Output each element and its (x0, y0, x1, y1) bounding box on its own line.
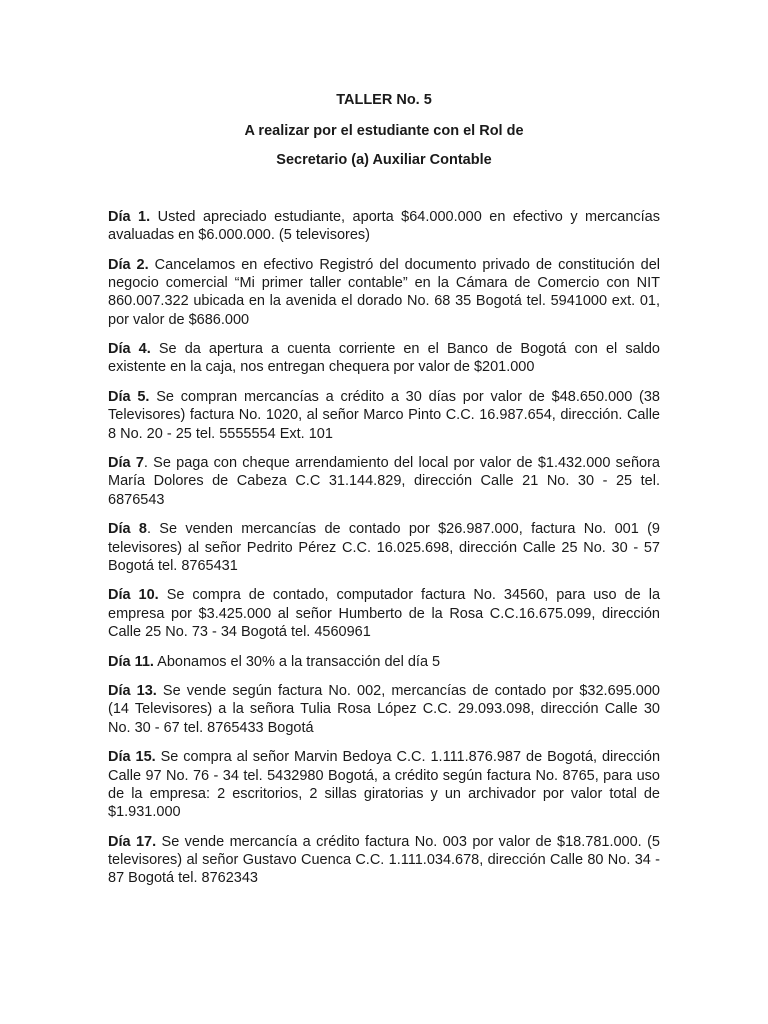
entry-dia-11 (108, 653, 660, 671)
entry-text: Se vende mercancía a crédito factura No. 003 por valor de $18.781.000. (5 televisores) al señor Gustavo Cuenca C.C. 1.111.034.678, dirección Calle 80 No. 34 - 87 Bogotá tel. 8762343 (108, 833, 660, 887)
entry-day: Día 5. (108, 389, 150, 406)
entry-day: Día 10. (108, 587, 159, 604)
entry-dia-17 (108, 833, 660, 888)
entry-text: Abonamos el 30% a la transacción del día 5 (153, 653, 441, 670)
entry-dia-15 (108, 748, 660, 821)
entries-list (108, 208, 660, 899)
entry-day: Día 1. (108, 209, 151, 225)
entry-text: . Se paga con cheque arrendamiento del local por valor de $1.432.000 señora María Dolores de Cabeza C.C 31.144.829, dirección Calle 21 No. 30 - 25 tel. 6876543 (108, 455, 660, 508)
document-subtitle-line1: A realizar por el estudiante con el Rol de (244, 123, 524, 139)
entry-text: Se vende según factura No. 002, mercancías de contado por $32.695.000 (14 Televisores) a la señora Tulia Rosa López C.C. 29.093.098, dirección Calle 30 No. 30 - 67 tel. 8765433 Bogotá (108, 683, 660, 736)
entry-text: . Se venden mercancías de contado por $26.987.000, factura No. 001 (9 televisores) al señor Pedrito Pérez C.C. 16.025.698, dirección Calle 25 No. 30 - 57 Bogotá tel. 8765431 (108, 521, 660, 574)
entry-day: Día 17. (108, 833, 157, 850)
entry-dia-13 (108, 682, 660, 737)
document-title: TALLER No. 5 (336, 92, 432, 108)
entry-day: Día 2. (108, 256, 149, 273)
entry-text: Se compra al señor Marvin Bedoya C.C. 1.111.876.987 de Bogotá, dirección Calle 97 No. 76 - 34 tel. 5432980 Bogotá, a crédito según factura No. 8765, para uso de la empresa: 2 escritorios, 2 sillas giratorias y un archivador por valor total de $1.931.000 (108, 749, 661, 820)
entry-dia-8 (108, 520, 660, 575)
entry-dia-1 (108, 208, 660, 244)
entry-dia-7 (108, 454, 660, 509)
document-subtitle-line2: Secretario (a) Auxiliar Contable (276, 152, 492, 168)
entry-day: Día 8 (108, 521, 147, 538)
entry-day: Día 13. (108, 683, 157, 700)
entry-text: Se compra de contado, computador factura No. 34560, para uso de la empresa por $3.425.000 al señor Humberto de la Rosa C.C.16.675.099, dirección Calle 25 No. 73 - 34 Bogotá tel. 4560961 (108, 587, 661, 640)
entry-dia-5 (108, 388, 660, 443)
entry-text: Cancelamos en efectivo Registró del documento privado de constitución del negocio comercial “Mi primer taller contable” en la Cámara de Comercio con NIT 860.007.322 ubicada en la avenida el dorado No. 68 35 Bogotá tel. 5941000 ext. 01, por valor de $686.000 (108, 256, 660, 328)
entry-dia-10 (108, 586, 660, 641)
entry-day: Día 15. (108, 749, 156, 766)
entry-text: Se da apertura a cuenta corriente en el Banco de Bogotá con el saldo existente en la caja, nos entregan chequera por valor de $201.000 (108, 341, 660, 376)
entry-text: Se compran mercancías a crédito a 30 días por valor de $48.650.000 (38 Televisores) factura No. 1020, al señor Marco Pinto C.C. 16.987.654, dirección. Calle 8 No. 20 - 25 tel. 5555554 Ext. 101 (108, 389, 661, 442)
entry-day: Día 7 (108, 455, 144, 472)
entry-dia-2 (108, 256, 660, 329)
entry-dia-4 (108, 340, 660, 376)
entry-text: Usted apreciado estudiante, aporta $64.000.000 en efectivo y mercancías avaluadas en $6.000.000. (5 televisores) (108, 209, 660, 244)
entry-day: Día 11. (108, 653, 154, 670)
entry-day: Día 4. (108, 341, 151, 358)
